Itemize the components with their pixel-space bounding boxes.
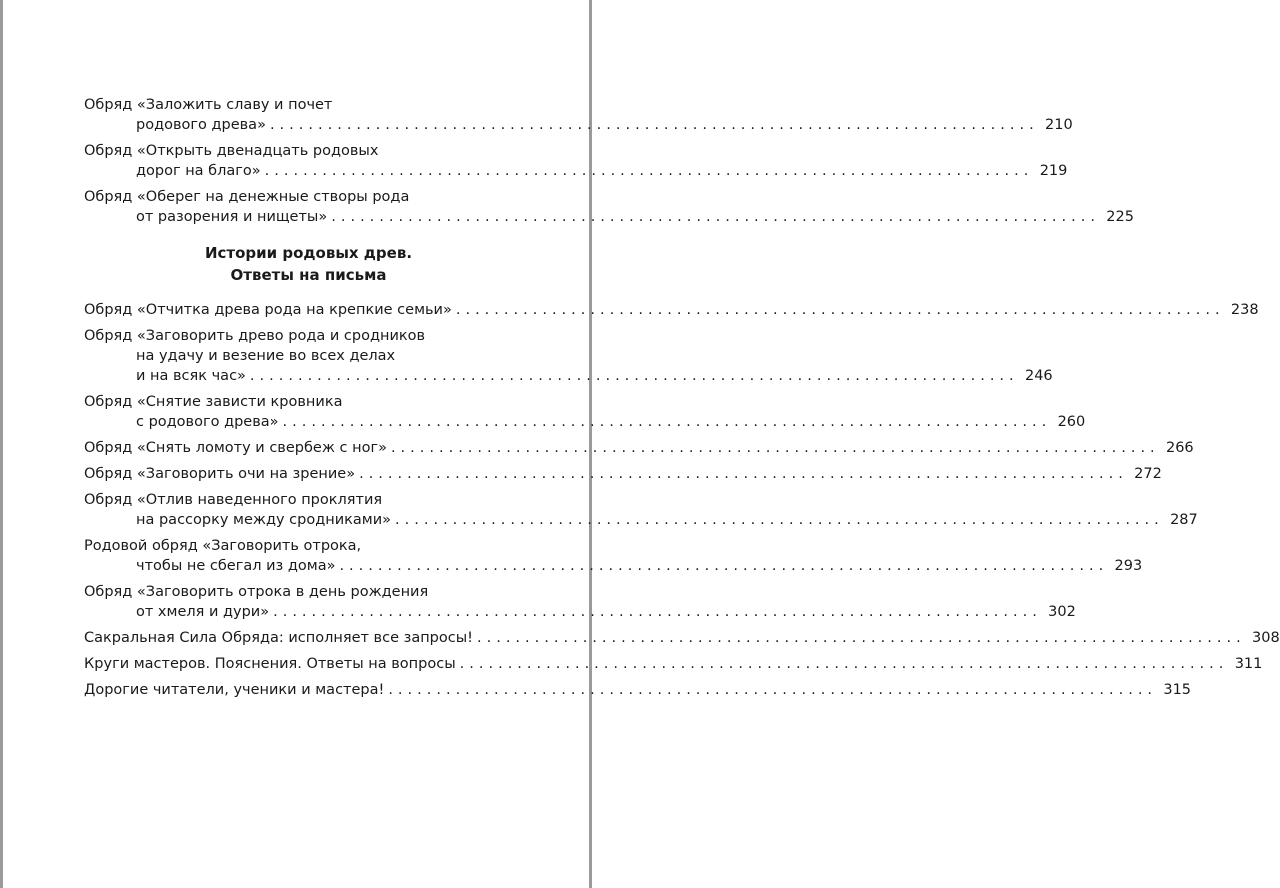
toc-entry-title: Обряд «Заговорить отрока в день рождения — [84, 584, 429, 600]
dot-leader: ................................................................................ — [459, 656, 1229, 672]
toc-entry[interactable] — [84, 654, 1263, 674]
page-number: 315 — [1163, 682, 1192, 698]
toc-entry-last-line — [84, 438, 1194, 458]
page-number: 260 — [1057, 414, 1086, 430]
toc-entry-line — [84, 326, 533, 346]
dot-leader: ................................................................................ — [390, 440, 1160, 456]
dot-leader: ................................................................................ — [339, 558, 1109, 574]
toc-group-stories — [84, 300, 1280, 700]
toc-entry-line — [84, 346, 533, 366]
dot-leader: ................................................................................ — [477, 630, 1246, 646]
toc-entry-line — [84, 187, 533, 207]
toc-entry-title: Обряд «Заложить славу и почет — [84, 97, 333, 113]
toc-entry[interactable] — [84, 392, 1086, 432]
section-heading-line-1: Истории родовых древ. — [204, 244, 413, 262]
page-number: 210 — [1045, 117, 1073, 133]
toc-entry-title: Обряд «Снять ломоту и свербеж с ног» — [84, 440, 387, 456]
toc-entry[interactable] — [84, 582, 1076, 622]
toc-entry-title: на удачу и везение во всех делах — [136, 348, 396, 364]
table-of-contents — [84, 95, 1280, 706]
dot-leader: ................................................................................ — [388, 682, 1158, 698]
page-number: 311 — [1234, 656, 1263, 672]
toc-entry-last-line — [84, 510, 1198, 530]
dot-leader: ................................................................................ — [264, 163, 1034, 179]
toc-entry-last-line — [84, 300, 1259, 320]
dot-leader: ................................................................................ — [331, 209, 1100, 225]
toc-entry[interactable] — [84, 490, 1198, 530]
toc-entry-last-line — [84, 207, 1134, 227]
dot-leader: ................................................................................ — [359, 466, 1128, 482]
toc-entry-title: Дорогие читатели, ученики и мастера! — [84, 682, 385, 698]
toc-entry-title: от хмеля и дури» — [136, 604, 270, 620]
toc-entry-title: Обряд «Заговорить древо рода и сродников — [84, 328, 426, 344]
page-number: 266 — [1165, 440, 1194, 456]
toc-entry-line — [84, 392, 533, 412]
dot-leader: ................................................................................ — [395, 512, 1164, 528]
section-heading — [84, 242, 533, 286]
page-number: 308 — [1252, 630, 1280, 646]
toc-entry-line — [84, 95, 533, 115]
dot-leader: ................................................................................ — [282, 414, 1052, 430]
toc-entry-title: с родового древа» — [136, 414, 279, 430]
page-number: 225 — [1106, 209, 1134, 225]
dot-leader: ................................................................................ — [273, 604, 1042, 620]
toc-entry-last-line — [84, 654, 1263, 674]
page-number: 293 — [1114, 558, 1143, 574]
toc-entry-title: родового древа» — [136, 117, 266, 133]
page-number: 272 — [1134, 466, 1162, 482]
toc-entry-last-line — [84, 556, 1143, 576]
toc-entry-last-line — [84, 464, 1162, 484]
page-number: 219 — [1039, 163, 1068, 179]
toc-entry-line — [84, 490, 533, 510]
toc-entry-last-line — [84, 161, 1068, 181]
dot-leader: ................................................................................ — [249, 368, 1019, 384]
toc-entry[interactable] — [84, 536, 1143, 576]
toc-entry[interactable] — [84, 438, 1194, 458]
toc-entry[interactable] — [84, 680, 1192, 700]
toc-entry[interactable] — [84, 628, 1280, 648]
section-heading-line-2: Ответы на письма — [230, 266, 387, 284]
toc-entry[interactable] — [84, 141, 1068, 181]
toc-entry-title: Обряд «Оберег на денежные створы рода — [84, 189, 410, 205]
toc-group-rituals — [84, 95, 1134, 227]
toc-entry-title: Обряд «Отчитка древа рода на крепкие семьи» — [84, 302, 452, 318]
toc-entry-line — [84, 536, 533, 556]
page-number: 302 — [1048, 604, 1076, 620]
toc-entry-last-line — [84, 412, 1086, 432]
toc-entry[interactable] — [84, 187, 1134, 227]
toc-entry-title: Обряд «Отлив наведенного проклятия — [84, 492, 383, 508]
dot-leader: ................................................................................ — [455, 302, 1225, 318]
page-number: 287 — [1170, 512, 1198, 528]
toc-entry-title: Обряд «Заговорить очи на зрение» — [84, 466, 356, 482]
toc-entry-title: Родовой обряд «Заговорить отрока, — [84, 538, 362, 554]
page-edge-left — [0, 0, 3, 888]
toc-entry-title: от разорения и нищеты» — [136, 209, 328, 225]
toc-entry-last-line — [84, 115, 1073, 135]
toc-entry-title: дорог на благо» — [136, 163, 261, 179]
toc-entry[interactable] — [84, 95, 1073, 135]
toc-entry-title: Обряд «Открыть двенадцать родовых — [84, 143, 379, 159]
toc-entry-last-line — [84, 680, 1192, 700]
toc-entry-last-line — [84, 628, 1280, 648]
toc-entry-last-line — [84, 602, 1076, 622]
toc-entry[interactable] — [84, 326, 1053, 386]
toc-entry-title: и на всяк час» — [136, 368, 246, 384]
toc-entry-last-line — [84, 366, 1053, 386]
toc-entry-line — [84, 582, 533, 602]
toc-entry[interactable] — [84, 300, 1259, 320]
page-number: 238 — [1230, 302, 1259, 318]
toc-entry-line — [84, 141, 533, 161]
toc-entry-title: чтобы не сбегал из дома» — [136, 558, 336, 574]
dot-leader: ................................................................................ — [269, 117, 1039, 133]
page-number: 246 — [1024, 368, 1053, 384]
toc-entry[interactable] — [84, 464, 1162, 484]
toc-entry-title: Обряд «Снятие зависти кровника — [84, 394, 343, 410]
toc-entry-title: Сакральная Сила Обряда: исполняет все запросы! — [84, 630, 473, 646]
toc-entry-title: на рассорку между сродниками» — [136, 512, 392, 528]
toc-entry-title: Круги мастеров. Пояснения. Ответы на вопросы — [84, 656, 456, 672]
